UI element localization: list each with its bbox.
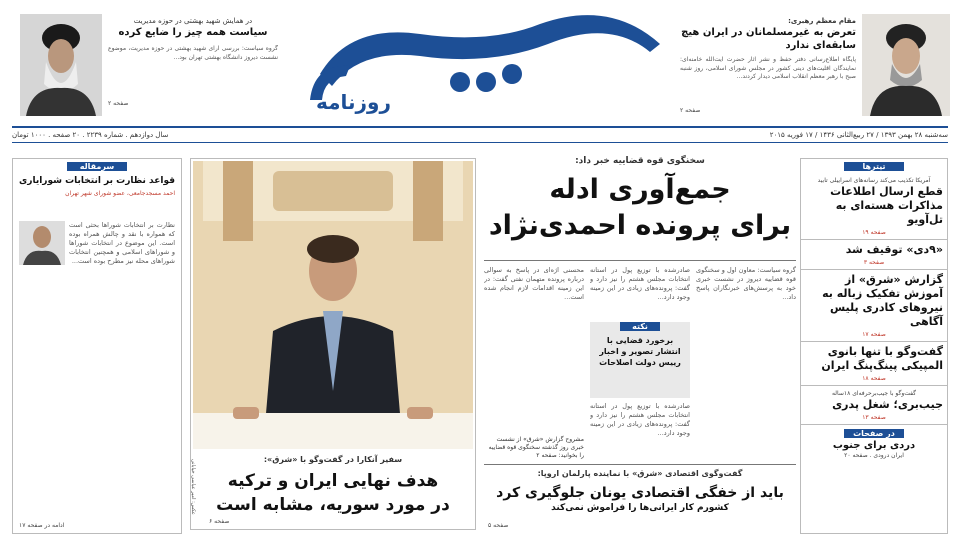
- more-label: در صفحات: [844, 429, 904, 438]
- headline-item[interactable]: [801, 240, 947, 270]
- left-column: [12, 158, 182, 534]
- logo: [290, 4, 680, 122]
- right-column-label: تیترها: [844, 162, 904, 171]
- beheshti-portrait: [20, 14, 102, 116]
- main-note-label: نکته: [620, 322, 660, 331]
- headline-item-kicker: گفت‌وگو با جیب‌برحرفه‌ای ۱۸ساله: [831, 390, 917, 397]
- interview-page-ref: صفحه ۶: [209, 518, 230, 525]
- main-col-2: صادرشده با توزیع پول در استانه انتخابات مجلس هشتم را نیز دارد و گفت: پرونده‌های زیادی در این زمینه وجود دارد...: [590, 266, 690, 301]
- photo-credit: عکس: امیر عباسی خیابانی: [190, 459, 196, 515]
- headline-item-title[interactable]: «۹دی» توقیف شد: [845, 243, 943, 256]
- main-kicker: سخنگوی قوه قضاییه خبر داد:: [575, 156, 705, 166]
- leader-portrait: [862, 14, 950, 116]
- top-left-headline[interactable]: سیاست همه چیز را ضایع کرده: [118, 27, 268, 38]
- editorial-body: نظارت بر انتخابات شوراها بحثی است که همواره با نقد و چالش همراه بوده است. این موضوع در انتخابات شوراها و شوراهای اسلامی و همچنین انتخابات شوراهای محله نیز مطرح بوده است...: [69, 221, 175, 265]
- top-right-headline[interactable]: تعرض به غیرمسلمانان در ایران هیچ سابقه‌ای ندارد: [681, 27, 856, 51]
- top-left-body: گروه سیاست: بررسی آرای شهید بهشتی در حوزه مدیریت، موضوع نشست دیروز دانشگاه بهشتی تهران بود...: [108, 45, 278, 61]
- headline-item-page-ref: صفحه ۳: [863, 259, 885, 266]
- right-column: [800, 158, 948, 534]
- headline-item-title[interactable]: گفت‌وگو با تنها بانوی المپیکی پینگ‌پنگ ایران: [821, 345, 943, 372]
- right-column-items: [801, 173, 947, 425]
- interview-headline-2[interactable]: در مورد سوریه، مشابه است: [216, 495, 450, 515]
- headline-item-page-ref: صفحه ۱۸: [862, 375, 886, 382]
- top-left-page-ref: صفحه ۲: [108, 100, 129, 107]
- main-story: [484, 154, 796, 460]
- main-headline-2[interactable]: برای پرونده احمدی‌نژاد: [488, 210, 792, 241]
- date-line: سه‌شنبه ۲۸ بهمن ۱۳۹۳ / ۲۷ ربیع‌الثانی ۱۴۳۶ / ۱۷ فوریه ۲۰۱۵: [769, 131, 948, 139]
- editorial-label: سرمقاله: [67, 162, 127, 171]
- headline-item-title[interactable]: قطع ارسال اطلاعات مذاکرات هسته‌ای به تل‌آویو: [830, 185, 943, 226]
- main-rule: [484, 260, 796, 261]
- ambassador-photo: [193, 161, 473, 449]
- editorial-continue: ادامه در صفحه ۱۷: [19, 522, 65, 529]
- bottom-page-ref: صفحه ۵: [488, 522, 509, 529]
- logo-sub: روزنامه: [316, 90, 391, 114]
- interview-block: [190, 158, 476, 530]
- top-left-block: [108, 16, 278, 108]
- top-right-block: [680, 16, 856, 115]
- top-right-page-ref: صفحه ۲: [680, 107, 701, 114]
- top-right-body: پایگاه اطلاع‌رسانی دفتر حفظ و نشر آثار حضرت آیت‌الله خامنه‌ای: نمایندگان اقلیت‌های دینی کشور در مجلس شورای اسلامی، روز شنبه صبح با رهبر معظم انقلاب اسلامی دیدار کردند...: [680, 56, 856, 80]
- interview-kicker: سفیر آنکارا در گفت‌وگو با «شرق»:: [263, 455, 403, 464]
- editorial-headline[interactable]: قواعد نظارت بر انتخابات شورایاری: [19, 176, 175, 186]
- main-col-2b: صادرشده با توزیع پول در استانه انتخابات مجلس هشتم را نیز دارد و گفت: پرونده‌های زیادی در این زمینه وجود دارد...: [590, 402, 690, 437]
- headline-item-title[interactable]: گزارش «شرق» از آموزش تفکیک زباله به نیروهای کادری پلیس آگاهی: [822, 273, 943, 328]
- headline-item-page-ref: صفحه ۱۷: [862, 331, 886, 338]
- masthead: [0, 0, 960, 150]
- headline-item[interactable]: [801, 173, 947, 240]
- bottom-kicker: گفت‌وگوی اقتصادی «شرق» با نماینده پارلمان اروپا:: [537, 469, 743, 478]
- bottom-headline[interactable]: باید از خفگی اقتصادی یونان جلوگیری کرد: [496, 485, 784, 501]
- masthead-rule-bottom: [12, 142, 948, 143]
- top-right-kicker: مقام معظم رهبری:: [788, 17, 856, 25]
- main-note-text[interactable]: برخورد قضایی با انتشار تصویر و اخبار رییس دولت اصلاحات: [599, 336, 681, 367]
- editorial-author-photo: [19, 221, 65, 265]
- headline-item-title[interactable]: جیب‌بری؛ شغل پدری: [832, 398, 943, 411]
- headline-item-page-ref: صفحه ۱۹: [862, 229, 886, 236]
- headline-item[interactable]: [801, 386, 947, 425]
- headline-item-page-ref: صفحه ۱۳: [862, 414, 886, 421]
- main-note-box: [590, 322, 690, 398]
- main-col-3: محسنی اژه‌ای در پاسخ به سوالی درباره پرونده متهمان نفتی گفت: در این زمینه اقدامات لازم انجام شده است...: [484, 266, 584, 301]
- top-left-kicker: در همایش شهید بهشتی در حوزه مدیریت: [133, 17, 253, 25]
- masthead-rule: [12, 126, 948, 128]
- headline-item-kicker: آمریکا تکذیب می‌کند رسانه‌های اسراییلی تابید: [817, 177, 931, 184]
- headline-item[interactable]: [801, 342, 947, 386]
- main-col-1: گروه سیاست: معاون اول و سخنگوی قوه قضاییه دیروز در نشست خبری خود به پرسش‌های خبرنگاران پاسخ داد...: [696, 266, 796, 301]
- main-caption-note: مشروح گزارش «شرق» از نشست خبری روز گذشته سخنگوی قوه قضاییه را بخوانید: صفحه ۲: [488, 436, 584, 459]
- interview-headline-1[interactable]: هدف نهایی ایران و ترکیه: [227, 471, 439, 491]
- bottom-story: [484, 464, 796, 534]
- editorial-byline: احمد مسجدجامعی، عضو شورای شهر تهران: [65, 190, 175, 197]
- headline-item[interactable]: [801, 270, 947, 342]
- more-title[interactable]: دردی برای جنوب: [832, 440, 916, 451]
- bottom-sub: کشورم کار ایرانی‌ها را فراموش نمی‌کند: [551, 503, 729, 513]
- more-sub: ایران درودی . صفحه ۲۰: [844, 452, 904, 459]
- main-headline-1[interactable]: جمع‌آوری ادله: [549, 174, 731, 205]
- issue-line: سال دوازدهم . شماره ۲۲۳۹ . ۲۰ صفحه . ۱۰۰۰ تومان: [12, 131, 169, 139]
